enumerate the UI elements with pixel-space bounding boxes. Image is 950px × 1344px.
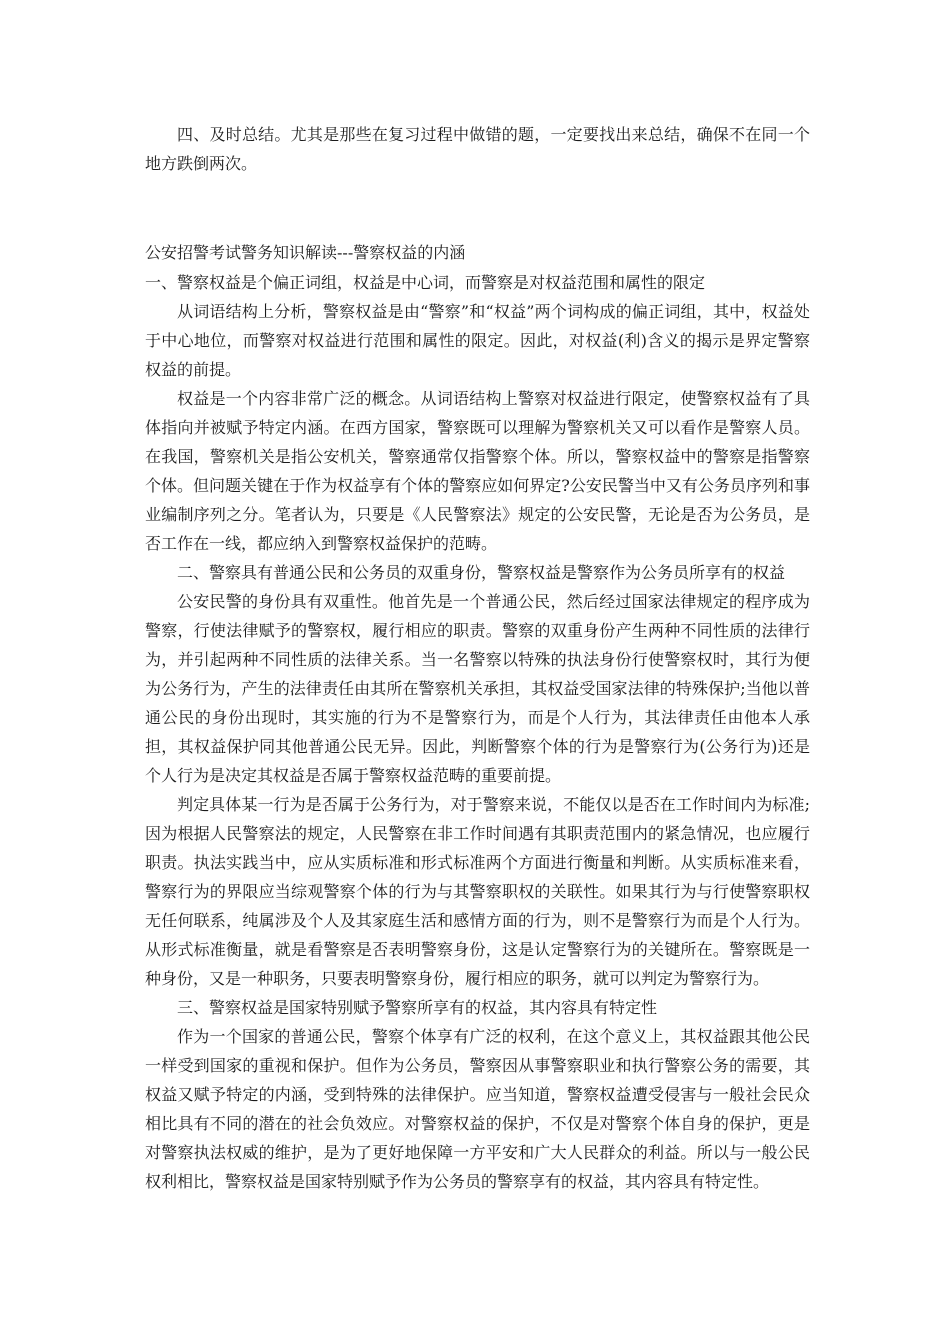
section-heading-3: 三、警察权益是国家特别赋予警察所享有的权益，其内容具有特定性 <box>177 998 658 1017</box>
document-page <box>145 120 810 1196</box>
body-paragraph-5: 作为一个国家的普通公民，警察个体享有广泛的权利，在这个意义上，其权益跟其他公民一样受到国家的重视和保护。但作为公务员，警察因从事警察职业和执行警察公务的需要，其权益又赋予特定的内涵，受到特殊的法律保护。应当知道，警察权益遭受侵害与一般社会民众相比具有不同的潜在的社会负效应。对警察权益的保护，不仅是对警察个体自身的保护，更是对警察执法权威的维护，是为了更好地保障一方平安和广大人民群众的利益。所以与一般公民权利相比，警察权益是国家特别赋予作为公务员的警察享有的权益，其内容具有特定性。 <box>145 1027 810 1191</box>
section-heading-1: 一、警察权益是个偏正词组，权益是中心词，而警察是对权益范围和属性的限定 <box>145 273 706 292</box>
body-paragraph-2: 权益是一个内容非常广泛的概念。从词语结构上警察对权益进行限定，使警察权益有了具体指向并被赋予特定内涵。在西方国家，警察既可以理解为警察机关又可以看作是警察人员。在我国，警察机关是指公安机关，警察通常仅指警察个体。所以，警察权益中的警察是指警察个体。但问题关键在于作为权益享有个体的警察应如何界定?公安民警当中又有公务员序列和事业编制序列之分。笔者认为，只要是《人民警察法》规定的公安民警，无论是否为公务员，是否工作在一线，都应纳入到警察权益保护的范畴。 <box>145 389 810 553</box>
intro-paragraph: 四、及时总结。尤其是那些在复习过程中做错的题，一定要找出来总结，确保不在同一个地方跌倒两次。 <box>145 125 810 173</box>
article-title: 公安招警考试警务知识解读---警察权益的内涵 <box>145 243 466 262</box>
body-paragraph-4: 判定具体某一行为是否属于公务行为，对于警察来说，不能仅以是否在工作时间内为标准;因为根据人民警察法的规定，人民警察在非工作时间遇有其职责范围内的紧急情况，也应履行职责。执法实践当中，应从实质标准和形式标准两个方面进行衡量和判断。从实质标准来看，警察行为的界限应当综观警察个体的行为与其警察职权的关联性。如果其行为与行使警察职权无任何联系，纯属涉及个人及其家庭生活和感情方面的行为，则不是警察行为而是个人行为。从形式标准衡量，就是看警察是否表明警察身份，这是认定警察行为的关键所在。警察既是一种身份，又是一种职务，只要表明警察身份，履行相应的职务，就可以判定为警察行为。 <box>145 795 810 988</box>
body-paragraph-1: 从词语结构上分析，警察权益是由“警察”和“权益”两个词构成的偏正词组，其中，权益处于中心地位，而警察对权益进行范围和属性的限定。因此，对权益(利)含义的揭示是界定警察权益的前提。 <box>145 302 810 379</box>
body-paragraph-3: 公安民警的身份具有双重性。他首先是一个普通公民，然后经过国家法律规定的程序成为警察，行使法律赋予的警察权，履行相应的职责。警察的双重身份产生两种不同性质的法律行为，并引起两种不同性质的法律关系。当一名警察以特殊的执法身份行使警察权时，其行为便为公务行为，产生的法律责任由其所在警察机关承担，其权益受国家法律的特殊保护;当他以普通公民的身份出现时，其实施的行为不是警察行为，而是个人行为，其法律责任由他本人承担，其权益保护同其他普通公民无异。因此，判断警察个体的行为是警察行为(公务行为)还是个人行为是决定其权益是否属于警察权益范畴的重要前提。 <box>145 592 810 785</box>
section-heading-2: 二、警察具有普通公民和公务员的双重身份，警察权益是警察作为公务员所享有的权益 <box>177 563 786 582</box>
